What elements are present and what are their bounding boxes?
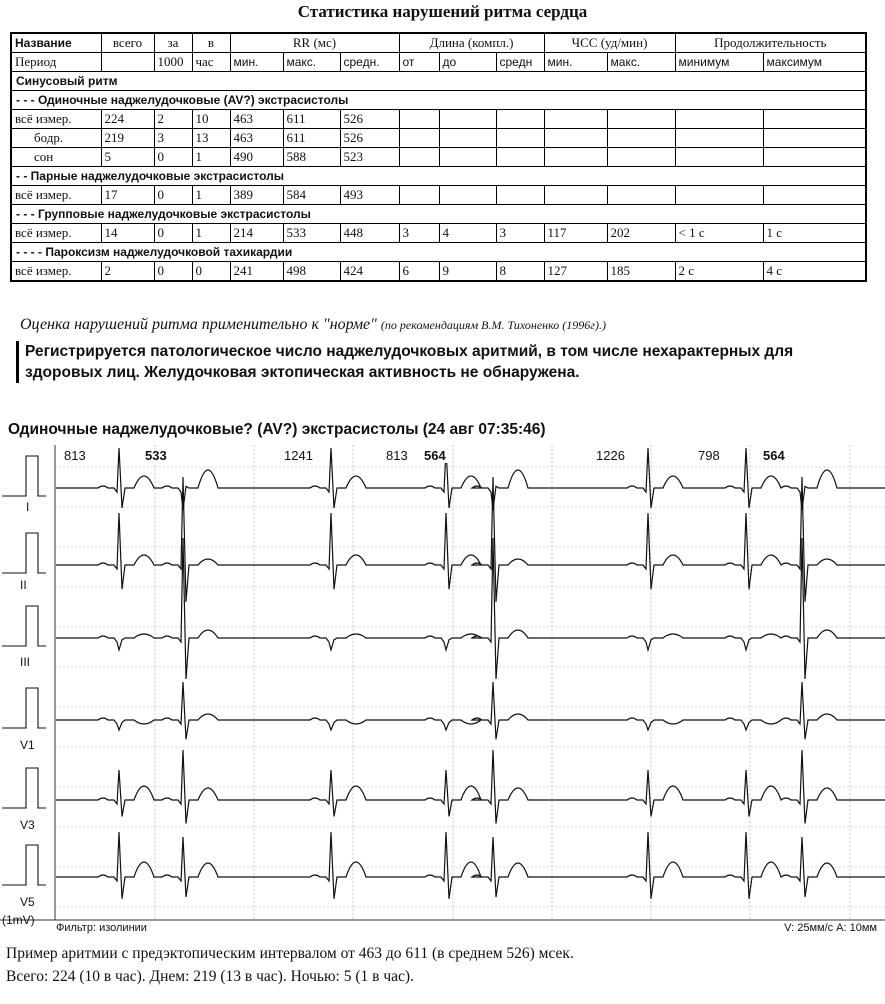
table-cell bbox=[675, 186, 763, 205]
table-cell: 448 bbox=[340, 224, 399, 243]
table-cell: 4 с bbox=[763, 262, 866, 282]
table-cell: 463 bbox=[230, 110, 283, 129]
calibration-pulse bbox=[2, 845, 46, 885]
calibration-pulse bbox=[2, 768, 46, 808]
col-per1000-header: за bbox=[154, 33, 192, 53]
table-cell: 1 bbox=[192, 224, 230, 243]
table-cell: 214 bbox=[230, 224, 283, 243]
table-cell bbox=[496, 148, 544, 167]
table-cell bbox=[496, 110, 544, 129]
ecg-trace bbox=[56, 538, 885, 679]
section-header-row bbox=[11, 72, 866, 91]
table-row bbox=[11, 262, 866, 282]
lead-label: V3 bbox=[20, 818, 35, 832]
table-cell: 14 bbox=[101, 224, 154, 243]
table-cell: 202 bbox=[607, 224, 675, 243]
perhour-sub: час bbox=[192, 53, 230, 72]
table-cell bbox=[544, 186, 607, 205]
table-cell: 533 bbox=[283, 224, 340, 243]
header-row-1 bbox=[11, 33, 866, 53]
col-total-header: всего bbox=[101, 33, 154, 53]
table-cell bbox=[399, 129, 439, 148]
table-cell: 588 bbox=[283, 148, 340, 167]
ecg-trace bbox=[56, 477, 885, 602]
assessment-line bbox=[20, 316, 606, 334]
rr-interval-label: 564 bbox=[424, 448, 446, 463]
lead-label: III bbox=[20, 655, 31, 669]
row-period: сон bbox=[11, 148, 101, 167]
len-avg-header: средн bbox=[496, 53, 544, 72]
table-cell bbox=[763, 129, 866, 148]
table-cell: 13 bbox=[192, 129, 230, 148]
row-period: бодр. bbox=[11, 129, 101, 148]
table-cell bbox=[675, 110, 763, 129]
table-cell: 8 bbox=[496, 262, 544, 282]
table-cell: 3 bbox=[154, 129, 192, 148]
rr-max-header: макс. bbox=[283, 53, 340, 72]
table-cell: 523 bbox=[340, 148, 399, 167]
row-period: всё измер. bbox=[11, 110, 101, 129]
section-header-row bbox=[11, 243, 866, 262]
section-title: - - - Одиночные наджелудочковые (AV?) экстрасистолы bbox=[11, 91, 866, 110]
table-cell bbox=[496, 186, 544, 205]
table-cell bbox=[439, 110, 496, 129]
table-cell bbox=[439, 148, 496, 167]
table-cell: 0 bbox=[154, 148, 192, 167]
calibration-pulse bbox=[2, 606, 46, 646]
rr-interval-label: 564 bbox=[763, 448, 785, 463]
row-period: всё измер. bbox=[11, 224, 101, 243]
table-cell: 117 bbox=[544, 224, 607, 243]
rr-interval-label: 798 bbox=[698, 448, 720, 463]
table-cell: 10 bbox=[192, 110, 230, 129]
hr-min-header: мин. bbox=[544, 53, 607, 72]
table-cell bbox=[399, 148, 439, 167]
page-title: Статистика нарушений ритма сердца bbox=[297, 2, 588, 21]
table-cell bbox=[763, 110, 866, 129]
ecg-title: Одиночные наджелудочковые? (AV?) экстрасистолы (24 авг 07:35:46) bbox=[8, 421, 546, 438]
footer-line-1: Пример аритмии с предэктопическим интервалом от 463 до 611 (в среднем 526) мсек. bbox=[6, 945, 574, 962]
table-row bbox=[11, 224, 866, 243]
table-cell: 0 bbox=[154, 262, 192, 282]
table-cell bbox=[399, 186, 439, 205]
table-row bbox=[11, 129, 866, 148]
table-cell bbox=[607, 186, 675, 205]
col-hr-header: ЧСС (уд/мин) bbox=[544, 33, 675, 53]
table-cell bbox=[496, 129, 544, 148]
table-cell: 3 bbox=[496, 224, 544, 243]
table-cell: 0 bbox=[154, 224, 192, 243]
table-cell: 1 bbox=[192, 148, 230, 167]
table-cell bbox=[607, 148, 675, 167]
calibration-label: (1mV) bbox=[2, 913, 35, 927]
table-cell: 1 bbox=[192, 186, 230, 205]
section-title: - - - - Пароксизм наджелудочковой тахикардии bbox=[11, 243, 866, 262]
table-cell: 611 bbox=[283, 129, 340, 148]
table-cell: 17 bbox=[101, 186, 154, 205]
lead-label: I bbox=[26, 500, 30, 514]
assessment-text: Оценка нарушений ритма применительно к "норме" bbox=[20, 316, 377, 333]
table-cell: 185 bbox=[607, 262, 675, 282]
table-cell: 1 с bbox=[763, 224, 866, 243]
table-cell: 241 bbox=[230, 262, 283, 282]
table-cell bbox=[399, 110, 439, 129]
table-cell: 424 bbox=[340, 262, 399, 282]
table-cell bbox=[607, 129, 675, 148]
conclusion-text: Регистрируется патологическое число наджелудочковых аритмий, в том числе нехарактерных для здоровых лиц. Желудочковая эктопическая активность не обнаружена. bbox=[16, 341, 795, 383]
dur-min-header: минимум bbox=[675, 53, 763, 72]
rr-interval-label: 813 bbox=[64, 448, 86, 463]
table-cell: 0 bbox=[192, 262, 230, 282]
table-cell: 389 bbox=[230, 186, 283, 205]
header-row-2 bbox=[11, 53, 866, 72]
table-cell: 5 bbox=[101, 148, 154, 167]
table-cell bbox=[675, 148, 763, 167]
col-duration-header: Продолжительность bbox=[675, 33, 866, 53]
table-cell bbox=[544, 148, 607, 167]
table-cell: 584 bbox=[283, 186, 340, 205]
ecg-strip bbox=[0, 445, 885, 940]
table-cell: 611 bbox=[283, 110, 340, 129]
rr-avg-header: средн. bbox=[340, 53, 399, 72]
table-cell: 463 bbox=[230, 129, 283, 148]
table-cell: 2 bbox=[101, 262, 154, 282]
rr-interval-label: 1241 bbox=[284, 448, 313, 463]
table-cell: 526 bbox=[340, 129, 399, 148]
len-to-header: до bbox=[439, 53, 496, 72]
table-cell: 9 bbox=[439, 262, 496, 282]
table-cell bbox=[544, 110, 607, 129]
section-header-row bbox=[11, 91, 866, 110]
speed-label: V: 25мм/с A: 10мм bbox=[784, 922, 877, 934]
period-header: Период bbox=[11, 53, 101, 72]
section-title: Синусовый ритм bbox=[11, 72, 866, 91]
table-cell: 224 bbox=[101, 110, 154, 129]
row-period: всё измер. bbox=[11, 186, 101, 205]
table-cell: 498 bbox=[283, 262, 340, 282]
rr-interval-label: 813 bbox=[386, 448, 408, 463]
assessment-note: (по рекомендациям В.М. Тихоненко (1996г).) bbox=[380, 318, 606, 332]
table-cell: 526 bbox=[340, 110, 399, 129]
table-cell: 4 bbox=[439, 224, 496, 243]
table-row bbox=[11, 110, 866, 129]
col-name-header: Название bbox=[11, 33, 101, 53]
col-length-header: Длина (компл.) bbox=[399, 33, 544, 53]
per1000-sub: 1000 bbox=[154, 53, 192, 72]
row-period: всё измер. bbox=[11, 262, 101, 282]
arrhythmia-stats-table bbox=[10, 32, 867, 282]
section-header-row bbox=[11, 167, 866, 186]
section-title: - - Парные наджелудочковые экстрасистолы bbox=[11, 167, 866, 186]
lead-label: II bbox=[20, 578, 27, 592]
dur-max-header: максимум bbox=[763, 53, 866, 72]
table-cell bbox=[675, 129, 763, 148]
table-cell: 2 с bbox=[675, 262, 763, 282]
filter-label: Фильтр: изолинии bbox=[56, 922, 147, 934]
col-rr-header: RR (мс) bbox=[230, 33, 399, 53]
table-cell bbox=[544, 129, 607, 148]
table-row bbox=[11, 148, 866, 167]
table-cell: 127 bbox=[544, 262, 607, 282]
table-cell: 490 bbox=[230, 148, 283, 167]
table-cell: < 1 с bbox=[675, 224, 763, 243]
table-cell: 0 bbox=[154, 186, 192, 205]
rr-interval-label: 1226 bbox=[596, 448, 625, 463]
table-cell: 219 bbox=[101, 129, 154, 148]
rr-min-header: мин. bbox=[230, 53, 283, 72]
table-cell bbox=[439, 186, 496, 205]
lead-label: V1 bbox=[20, 738, 35, 752]
table-cell: 3 bbox=[399, 224, 439, 243]
calibration-pulse bbox=[2, 456, 46, 496]
section-title: - - - Групповые наджелудочковые экстрасистолы bbox=[11, 205, 866, 224]
table-cell bbox=[439, 129, 496, 148]
hr-max-header: макс. bbox=[607, 53, 675, 72]
table-cell: 6 bbox=[399, 262, 439, 282]
len-from-header: от bbox=[399, 53, 439, 72]
ecg-trace bbox=[56, 682, 885, 739]
col-perhour-header: в bbox=[192, 33, 230, 53]
ecg-trace bbox=[56, 832, 885, 899]
section-header-row bbox=[11, 205, 866, 224]
table-row bbox=[11, 186, 866, 205]
table-cell bbox=[763, 148, 866, 167]
calibration-pulse bbox=[2, 688, 46, 728]
lead-label: V5 bbox=[20, 895, 35, 909]
rr-interval-label: 533 bbox=[145, 448, 167, 463]
footer-line-2: Всего: 224 (10 в час). Днем: 219 (13 в час). Ночью: 5 (1 в час). bbox=[6, 968, 414, 985]
table-cell bbox=[763, 186, 866, 205]
calibration-pulse bbox=[2, 533, 46, 573]
table-cell: 493 bbox=[340, 186, 399, 205]
table-cell: 2 bbox=[154, 110, 192, 129]
table-cell bbox=[607, 110, 675, 129]
